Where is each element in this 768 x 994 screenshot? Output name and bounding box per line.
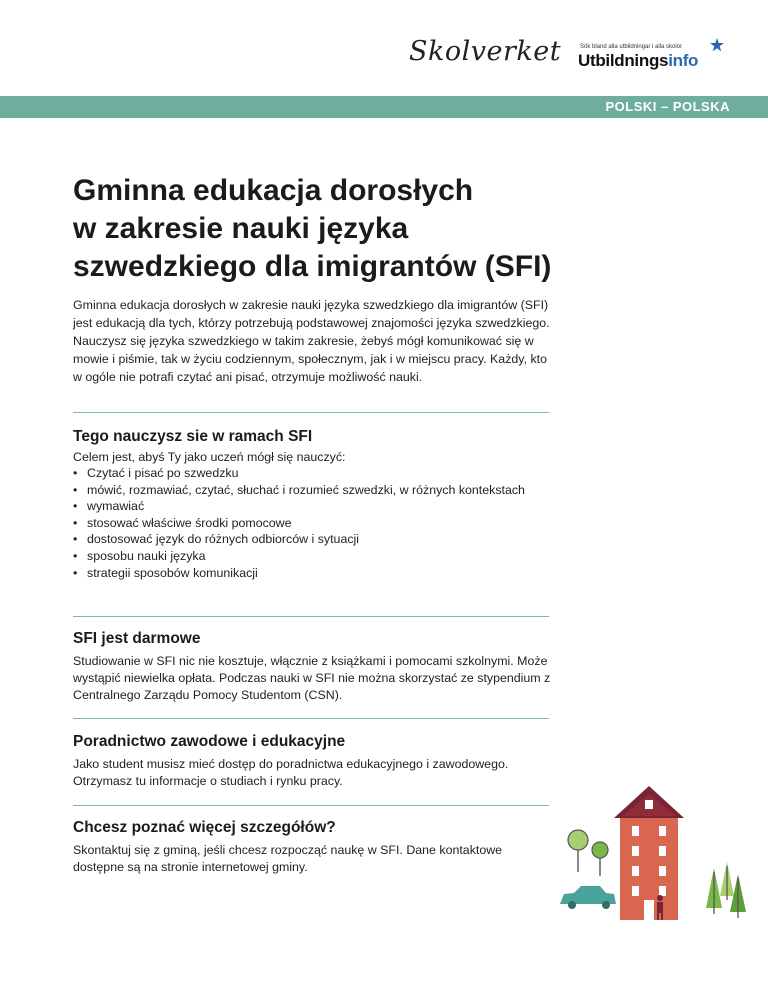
utbildningsinfo-wordmark [578, 51, 698, 71]
tree-icon [568, 830, 588, 872]
title-line-3: szwedzkiego dla imigrantów (SFI) [73, 250, 552, 283]
list-item: • strategii sposobów komunikacji [73, 565, 543, 582]
intro-paragraph: Gminna edukacja dorosłych w zakresie nauki języka szwedzkiego dla imigrantów (SFI) jest edukacją dla tych, którzy potrzebują podstawowej znajomości języka szwedzkiego. Nauczysz się języka szwedzkiego w takim zakresie, żebyś mógł komunikować się w mowie i piśmie, tak w życiu codziennym, społecznym, jak i w miejscu pracy. Każdy, kto w ogóle nie potrafi czytać ani pisać, otrzymuje możliwość nauki. [73, 298, 550, 384]
section-divider [73, 805, 549, 806]
section-divider [73, 718, 549, 719]
title-line-1: Gminna edukacja dorosłych [73, 174, 474, 207]
learn-lead: Celem jest, abyś Ty jako uczeń mógł się nauczyć: [73, 450, 346, 464]
more-heading: Chcesz poznać więcej szczegółów? [73, 819, 336, 836]
utbildningsinfo-name-b: info [668, 51, 699, 70]
guidance-heading: Poradnictwo zawodowe i edukacyjne [73, 733, 346, 750]
more-body: Skontaktuj się z gminą, jeśli chcesz rozpocząć naukę w SFI. Dane kontaktowe dostępne są na stronie internetowej gminy. [73, 843, 503, 874]
learn-list [73, 465, 543, 581]
utbildningsinfo-name-a: Utbildnings [578, 51, 669, 70]
guidance-body: Jako student musisz mieć dostęp do poradnictwa edukacyjnego i zawodowego. Otrzymasz tu informacje o studiach i rynku pracy. [73, 757, 509, 788]
list-item: • mówić, rozmawiać, czytać, słuchać i rozumieć szwedzki, w różnych kontekstach [73, 482, 543, 499]
list-item: • Czytać i pisać po szwedzku [73, 465, 543, 482]
document-header [0, 0, 768, 96]
utbildningsinfo-tagline: Sök bland alla utbildningar i alla skolor [580, 44, 683, 50]
star-icon [710, 38, 724, 52]
utbildningsinfo-logo [578, 44, 738, 74]
free-body: Studiowanie w SFI nic nie kosztuje, włącznie z książkami i pomocami szkolnymi. Może wystąpić niewielka opłata. Podczas nauki w SFI nie można skorzystać ze stypendium z Centralnego Zarządu Pomocy Studentom (CSN). [73, 654, 551, 702]
house-icon [614, 786, 684, 920]
car-icon [560, 886, 616, 909]
learn-heading: Tego nauczysz sie w ramach SFI [73, 428, 313, 445]
title-line-2: w zakresie nauki języka [73, 212, 409, 245]
language-label: POLSKI – POLSKA [605, 99, 730, 114]
list-item: • dostosować język do różnych odbiorców i sytuacji [73, 531, 543, 548]
section-divider [73, 616, 549, 617]
page-title [73, 172, 593, 286]
list-item: • stosować właściwe środki pomocowe [73, 515, 543, 532]
language-bar [0, 96, 768, 118]
pine-tree-icon [706, 868, 722, 914]
pine-tree-icon [720, 862, 734, 900]
town-illustration [556, 772, 746, 922]
list-item: • wymawiać [73, 498, 543, 515]
list-item: • sposobu nauki języka [73, 548, 543, 565]
section-divider [73, 412, 549, 413]
tree-icon [592, 842, 608, 876]
skolverket-logo: Skolverket [409, 36, 562, 67]
free-heading: SFI jest darmowe [73, 630, 201, 647]
